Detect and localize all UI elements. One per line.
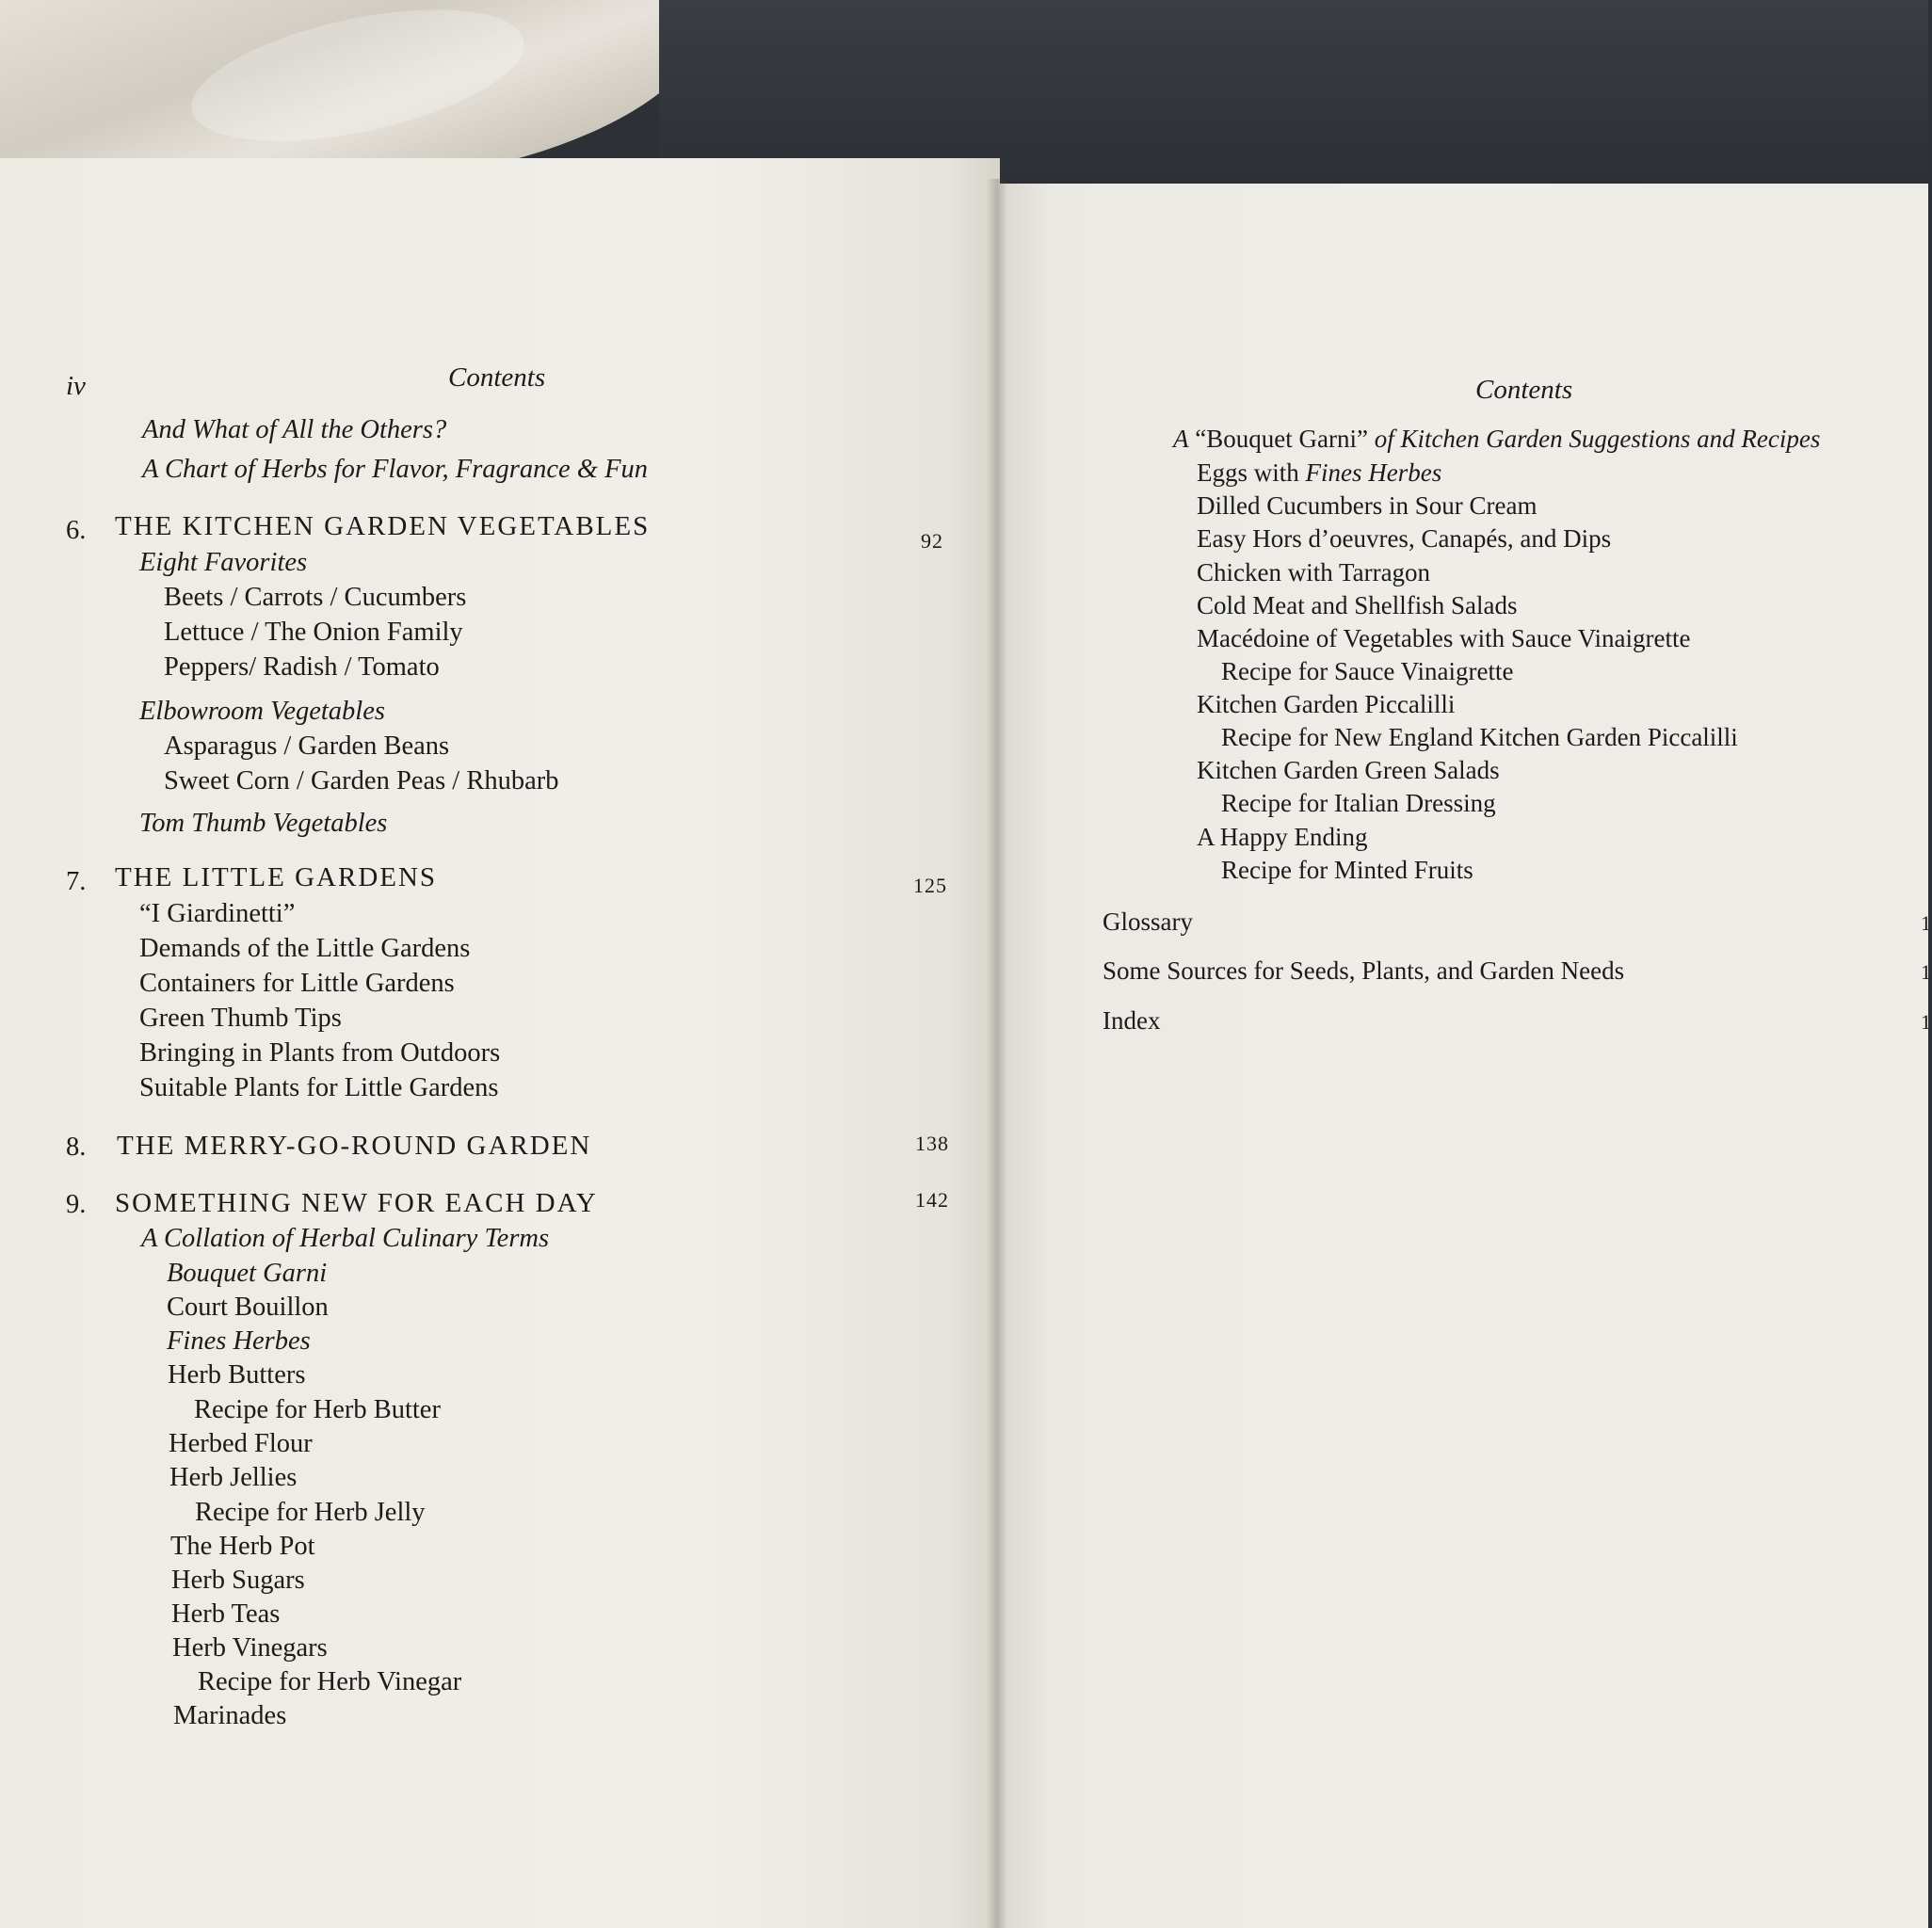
toc-subentry: Elbowroom Vegetables: [139, 697, 385, 726]
toc-item: Sweet Corn / Garden Peas / Rhubarb: [164, 766, 559, 795]
toc-recipe: Recipe for New England Kitchen Garden Piccalilli: [1221, 723, 1738, 751]
running-header-left: Contents: [448, 362, 546, 393]
toc-item: Beets / Carrots / Cucumbers: [164, 583, 467, 612]
chapter-number: 8.: [66, 1133, 87, 1162]
page-number: 1: [1921, 960, 1932, 984]
toc-item: Fines Herbes: [167, 1326, 311, 1356]
bouquet-prefix: A: [1173, 425, 1189, 453]
toc-item: Kitchen Garden Green Salads: [1197, 756, 1500, 784]
toc-item: Herbed Flour: [169, 1429, 313, 1458]
toc-item: Suitable Plants for Little Gardens: [139, 1073, 499, 1102]
chapter-title: THE MERRY-GO-ROUND GARDEN: [117, 1131, 592, 1161]
toc-backmatter: Glossary: [1103, 908, 1193, 936]
toc-item: Herb Butters: [168, 1360, 306, 1390]
toc-recipe: Recipe for Herb Vinegar: [198, 1667, 462, 1696]
toc-item: Herb Vinegars: [172, 1633, 328, 1663]
bouquet-quote: “Bouquet Garni”: [1195, 425, 1368, 453]
toc-recipe: Recipe for Italian Dressing: [1221, 789, 1496, 817]
toc-item: Macédoine of Vegetables with Sauce Vinaigrette: [1197, 624, 1691, 652]
page-number: 92: [921, 529, 943, 553]
toc-item: Easy Hors d’oeuvres, Canapés, and Dips: [1197, 524, 1612, 553]
eggs-italic: Fines Herbes: [1305, 458, 1442, 487]
toc-item: Herb Jellies: [169, 1463, 298, 1492]
toc-item: Containers for Little Gardens: [139, 969, 455, 998]
toc-backmatter: Some Sources for Seeds, Plants, and Garden Needs: [1103, 956, 1625, 985]
toc-subentry: A Collation of Herbal Culinary Terms: [141, 1224, 550, 1253]
chapter-number: 6.: [66, 516, 87, 545]
toc-item: Demands of the Little Gardens: [139, 934, 471, 963]
toc-subentry: Tom Thumb Vegetables: [139, 809, 388, 838]
toc-item: The Herb Pot: [170, 1532, 315, 1561]
toc-recipe: Recipe for Sauce Vinaigrette: [1221, 657, 1514, 685]
toc-backmatter: Index: [1103, 1006, 1161, 1035]
page-number: 1: [1921, 911, 1932, 935]
toc-item: Court Bouillon: [167, 1293, 329, 1322]
toc-item: Marinades: [173, 1701, 287, 1730]
folio: iv: [66, 371, 86, 401]
chapter-title: SOMETHING NEW FOR EACH DAY: [115, 1188, 598, 1218]
chapter-number: 7.: [66, 867, 87, 896]
page-number: 142: [915, 1188, 949, 1212]
toc-section: [1173, 426, 1820, 452]
toc-subentry: And What of All the Others?: [142, 415, 447, 444]
toc-recipe: Recipe for Herb Jelly: [195, 1498, 426, 1527]
toc-item: Bringing in Plants from Outdoors: [139, 1038, 501, 1068]
book-gutter: [987, 179, 1007, 1928]
toc-recipe: Recipe for Herb Butter: [194, 1395, 441, 1424]
chapter-number: 9.: [66, 1190, 87, 1219]
toc-item: Lettuce / The Onion Family: [164, 618, 463, 647]
toc-recipe: Recipe for Minted Fruits: [1221, 856, 1473, 884]
toc-subentry: A Chart of Herbs for Flavor, Fragrance & Fun: [142, 455, 649, 484]
toc-item: [1197, 460, 1441, 486]
toc-item: Green Thumb Tips: [139, 1004, 342, 1033]
toc-item: A Happy Ending: [1197, 823, 1368, 851]
toc-item: Bouquet Garni: [167, 1259, 328, 1288]
toc-item: Peppers/ Radish / Tomato: [164, 652, 440, 682]
toc-item: “I Giardinetti”: [139, 899, 296, 928]
toc-subentry: Eight Favorites: [139, 548, 308, 577]
toc-item: Dilled Cucumbers in Sour Cream: [1197, 491, 1538, 520]
running-header-right: Contents: [1475, 375, 1573, 405]
toc-item: Cold Meat and Shellfish Salads: [1197, 591, 1518, 619]
toc-item: Herb Sugars: [171, 1566, 305, 1595]
toc-item: Kitchen Garden Piccalilli: [1197, 690, 1456, 718]
eggs-prefix: Eggs with: [1197, 458, 1299, 487]
page-number: 1: [1921, 1010, 1932, 1034]
page-number: 138: [915, 1132, 949, 1155]
bouquet-rest: of Kitchen Garden Suggestions and Recipes: [1374, 425, 1821, 453]
toc-item: Chicken with Tarragon: [1197, 558, 1431, 586]
page-number: 125: [913, 874, 947, 897]
toc-item: Asparagus / Garden Beans: [164, 731, 450, 761]
toc-item: Herb Teas: [171, 1599, 281, 1629]
chapter-title: THE KITCHEN GARDEN VEGETABLES: [115, 511, 651, 541]
chapter-title: THE LITTLE GARDENS: [115, 862, 438, 892]
